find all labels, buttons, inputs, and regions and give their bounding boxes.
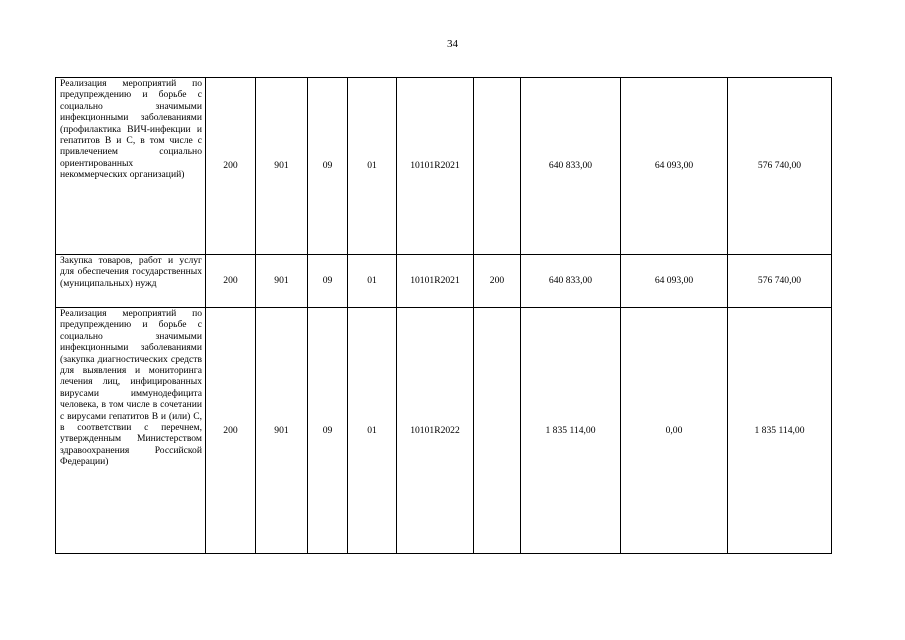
sum3-cell: 576 740,00 [728, 255, 832, 308]
budget-table [55, 77, 832, 554]
sum2-cell: 64 093,00 [621, 78, 728, 255]
expense-type-cell [474, 308, 521, 554]
row-name-cell: Реализация мероприятий по предупреждению и борьбе с социально значимыми инфекционными заболеваниями (закупка диагностических средств для выявления и мониторинга лечения лиц, инфицированных вирусами иммунодефицита человека, в том числе в сочетании с вирусами гепатитов В и (или) С, в соответствии с перечнем, утвержденным Министерством здравоохранения Российской Федерации) [56, 308, 206, 554]
sum3-cell: 1 835 114,00 [728, 308, 832, 554]
page-number: 34 [447, 38, 458, 50]
expense-type-cell: 200 [474, 255, 521, 308]
subsection-cell: 01 [348, 78, 397, 255]
expense-type-cell [474, 78, 521, 255]
table-row [56, 308, 832, 554]
sum1-cell: 640 833,00 [521, 255, 621, 308]
row-name-cell: Реализация мероприятий по предупреждению и борьбе с социально значимыми инфекционными заболеваниями (профилактика ВИЧ-инфекции и гепатитов В и С, в том числе с привлечением социально ориентированных некоммерческих организаций) [56, 78, 206, 255]
row-name-cell: Закупка товаров, работ и услуг для обеспечения государственных (муниципальных) нужд [56, 255, 206, 308]
code1-cell: 200 [206, 255, 256, 308]
target-code-cell: 10101R2021 [397, 78, 474, 255]
code2-cell: 901 [256, 78, 308, 255]
code2-cell: 901 [256, 255, 308, 308]
code1-cell: 200 [206, 308, 256, 554]
table-row [56, 255, 832, 308]
sum3-cell: 576 740,00 [728, 78, 832, 255]
sum1-cell: 640 833,00 [521, 78, 621, 255]
section-cell: 09 [308, 255, 348, 308]
section-cell: 09 [308, 308, 348, 554]
sum2-cell: 0,00 [621, 308, 728, 554]
sum1-cell: 1 835 114,00 [521, 308, 621, 554]
code1-cell: 200 [206, 78, 256, 255]
target-code-cell: 10101R2021 [397, 255, 474, 308]
sum2-cell: 64 093,00 [621, 255, 728, 308]
table-row [56, 78, 832, 255]
target-code-cell: 10101R2022 [397, 308, 474, 554]
subsection-cell: 01 [348, 308, 397, 554]
code2-cell: 901 [256, 308, 308, 554]
subsection-cell: 01 [348, 255, 397, 308]
section-cell: 09 [308, 78, 348, 255]
